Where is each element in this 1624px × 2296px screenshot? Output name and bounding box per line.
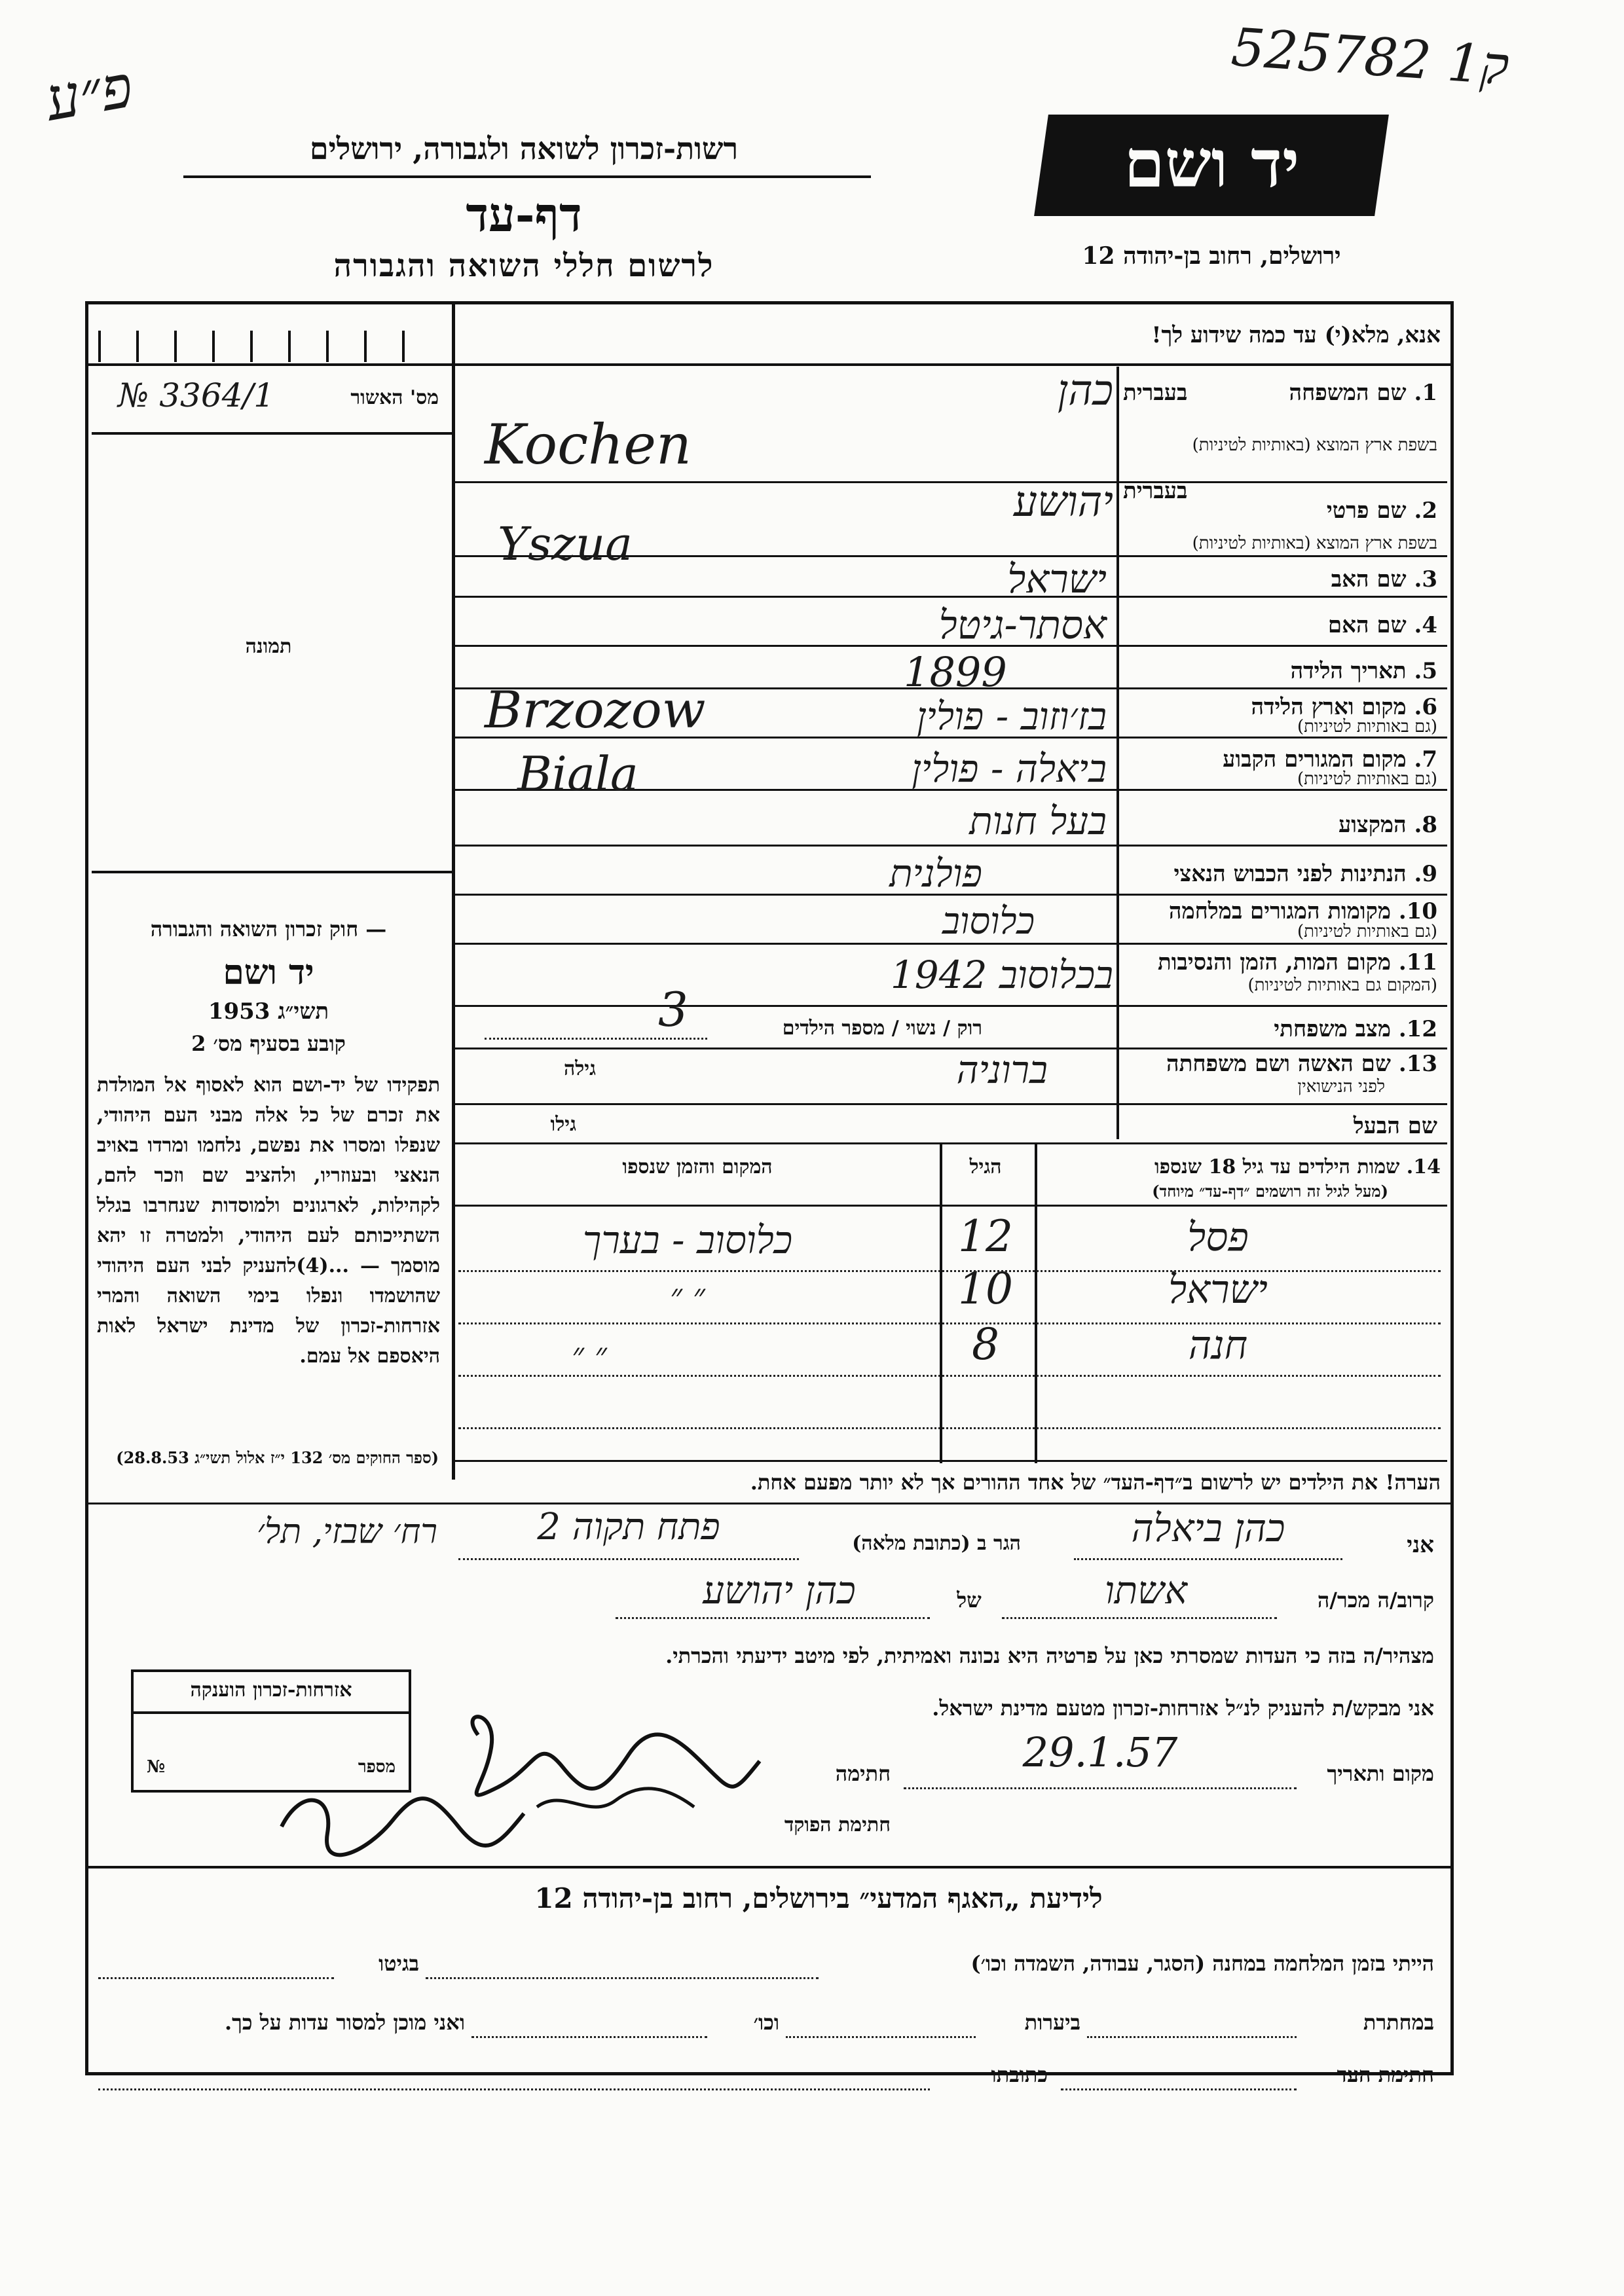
field-12-label: 12. מצב משפחתי [1274,1016,1437,1042]
father-name: ישראל [1007,556,1107,602]
authority-name: רשות-זכרון לשואה ולגבורה, ירושלים [309,131,739,166]
declarant-address: פתח תקוה 2 [537,1506,720,1548]
archive-number: 525782 1ק [1229,16,1511,97]
place-date-label: מקום ותאריך [1327,1761,1434,1786]
surname-hebrew: כהן [1057,367,1113,415]
witness-address-label: כתובתו [991,2062,1048,2087]
citizenship-no-sign: № [147,1757,166,1777]
field-1-note: בשפת ארץ המוצא (באותיות לטיניות) [1192,435,1437,455]
child-3-age: 8 [972,1319,999,1370]
witness-signature-label: חתימת העד [1337,2062,1434,2087]
law-clause: קובע בסעיף מס׳ 2 [191,1031,346,1056]
law-source: (ספר החוקים מס׳ 132 י״ז אלול תשי״ג 28.8.53) [116,1448,439,1467]
residence-latin: Biala [517,746,638,801]
field-6-label: 6. מקום וארץ הלידה [1251,694,1437,720]
child-3-place: ״ ״ [572,1336,607,1374]
marital-options: רוק / נשוי / מספר הילדים [782,1017,982,1040]
field-1-label: 1. שם המשפחה [1289,380,1437,406]
declaration-date: 29.1.57 [1022,1728,1178,1776]
camp-line-label: הייתי בזמן המלחמה במחנה (הסגר, עבודה, השמדה וכו׳) [970,1951,1434,1976]
wartime-residence: כלוסוב [942,900,1035,943]
field-1-hebrew-tag: בעברית [1123,380,1188,406]
field-10-note: (גם באותיות לטיניות) [1297,922,1437,941]
signature-label: חתימה [835,1761,891,1786]
field-5-label: 5. תאריך הלידה [1290,658,1437,684]
birthplace-latin: Brzozow [485,681,706,740]
birthplace-hebrew: בז׳וזוב - פולין [916,694,1107,738]
field-2-label: 2. שם פרטי [1326,498,1437,524]
field-10-label: 10. מקומות המגורים במלחמה [1168,898,1437,924]
corner-handwriting: פ״ע [40,52,138,135]
willing-testify-label: ואני מוכן למסור עדות על כך. [224,2010,465,2035]
wife-name: ברוניה [956,1048,1048,1092]
child-1-name: פסל [1187,1214,1249,1260]
declarant-extra-handwriting: רח׳ שבזי, תל׳ [257,1512,437,1552]
etc-label: וכו׳ [753,2010,779,2035]
field-2-note: בשפת ארץ המוצא (באותיות לטיניות) [1192,534,1437,553]
children-title: 14. שמות הילדים עד גיל 18 שנספו [1154,1156,1441,1178]
field-4-label: 4. שם האם [1327,612,1437,638]
child-1-age: 12 [958,1211,1013,1262]
child-2-name: ישראל [1168,1267,1268,1313]
instruction: אנא, מלא(י) עד כמה שידוע לך! [1151,322,1441,348]
of-name: כהן יהושע [703,1568,856,1613]
child-2-place: ״ ״ [670,1277,705,1315]
header-address: ירושלים, רחוב בן-יהודה 12 [1082,242,1341,270]
forests-label: ביערות [1024,2010,1080,2035]
relative-label: קרוב/ה מכר/ה [1317,1588,1434,1613]
field-8-label: 8. המקצוע [1338,812,1437,838]
form-title: דף-עד [466,187,582,242]
profession: בעל חנות [969,799,1107,843]
declarant-residing-label: הגר ב (כתובת מלאה) [852,1532,1021,1555]
request-text: אני מבקש/ת להעניק לנ״ל אזרחות-זכרון מטעם מדינת ישראל. [932,1696,1434,1721]
children-age-header: הגיל [969,1156,1002,1178]
declarant-i-label: אני [1407,1532,1434,1558]
yad-vashem-logo: יד ושם [1034,115,1389,216]
surname-latin: Kochen [485,412,692,477]
birth-date: 1899 [904,648,1007,696]
relation-value: אשתו [1104,1568,1188,1613]
field-9-label: 9. הנתינות לפני הכבוש הנאצי [1173,861,1437,887]
residence-hebrew: ביאלה - פולין [912,746,1107,791]
field-3-label: 3. שם האב [1331,566,1437,592]
declarant-name: כהן ביאלה [1131,1506,1285,1550]
death-place-time: בכלוסוב 1942 [890,953,1113,997]
ghetto-label: בגיטו [378,1951,419,1976]
law-year-he: תשי״ג [278,998,329,1025]
field-13-label: 13. שם האשה ושם משפחתה [1166,1051,1437,1077]
nationality: פולנית [889,851,982,896]
declaration-text: מצהיר/ה בזה כי העדות שמסרתי כאן על פרטיה היא נכונה ואמיתית, לפי מיטב ידיעתי והכרתי. [665,1643,1434,1668]
law-title: — חוק זכרון השואה והגבורה [150,917,387,941]
law-yad-vashem: יד ושם [223,953,314,993]
wife-age-label: גילה [563,1057,596,1080]
mother-name: אסתר-גיטל [938,602,1107,648]
firstname-latin: Yszua [498,517,633,571]
child-2-age: 10 [958,1264,1013,1314]
field-13-note: לפני הנישואין [1297,1077,1385,1097]
citizenship-box [131,1669,411,1793]
tick-strip [98,331,439,362]
of-label: של [957,1588,982,1613]
husband-age-label: גילו [550,1113,576,1136]
underground-label: במחתרת [1363,2010,1434,2035]
citizenship-box-title: אזרחות-זכרון הוענקה [190,1679,352,1702]
certificate-number: № 3364/1 [118,376,275,414]
field-7-note: (גם באותיות לטיניות) [1297,769,1437,789]
form-subtitle: לרשום חללי השואה והגבורה [333,247,714,284]
field-6-note: (גם באותיות לטיניות) [1297,717,1437,737]
certificate-label: מס' האשור [350,386,439,409]
photo-label: תמונה [245,635,292,658]
law-year: 1953 [208,998,270,1025]
field-11-label: 11. מקום המות, הזמן והנסיבות [1157,949,1437,975]
child-1-place: כלוסוב - בערך [582,1218,793,1262]
official-signature-label: חתימת הפוקד [784,1813,891,1836]
firstname-hebrew: יהושע [1013,478,1113,526]
field-11-note: (המקום גם באותיות לטיניות) [1247,975,1437,995]
scientific-dept-title: לידיעת „האגף המדעי״ בירושלים, רחוב בן-יהודה 12 [534,1882,1103,1914]
children-note: (מעל לגיל זה רושמים ״דף-עד״ מיוחד) [1152,1182,1388,1201]
number-of-children: 3 [658,982,688,1037]
field-7-label: 7. מקום המגורים הקבוע [1223,746,1437,773]
children-note-line: הערה! את הילדים יש לרשום ב״דף-העד״ של אחד ההורים אך לא יותר מפעם אחת. [750,1470,1441,1495]
citizenship-number-label: מספר [358,1757,396,1777]
field-2-hebrew-tag: בעברית [1123,478,1188,504]
husband-label: שם הבעל [1353,1113,1437,1139]
law-body: תפקידו של יד-ושם הוא לאסוף אל המולדת את זכרם של כל אלה מבני העם היהודי, שנפלו ומסרו את נפשם, נלחמו ומרדו באויב הנאצי ובעוזריו, ולהציב שם וזכר להם, לקהילות, לארגונים ולמוסדות שנחרבו בגלל השתייכותם לעם היהודי, ולמטרה זו יהא מוסמך — ...(4)להעניק לבני העם היהודי שהושמדו ונפלו בימי השואה והמרי אזרחות-זכרון של מדינת ישראל לאות היאספם אל עמם. [97,1074,440,1368]
child-3-name: חנה [1188,1322,1248,1368]
children-place-header: המקום והזמן שנספו [622,1156,773,1178]
